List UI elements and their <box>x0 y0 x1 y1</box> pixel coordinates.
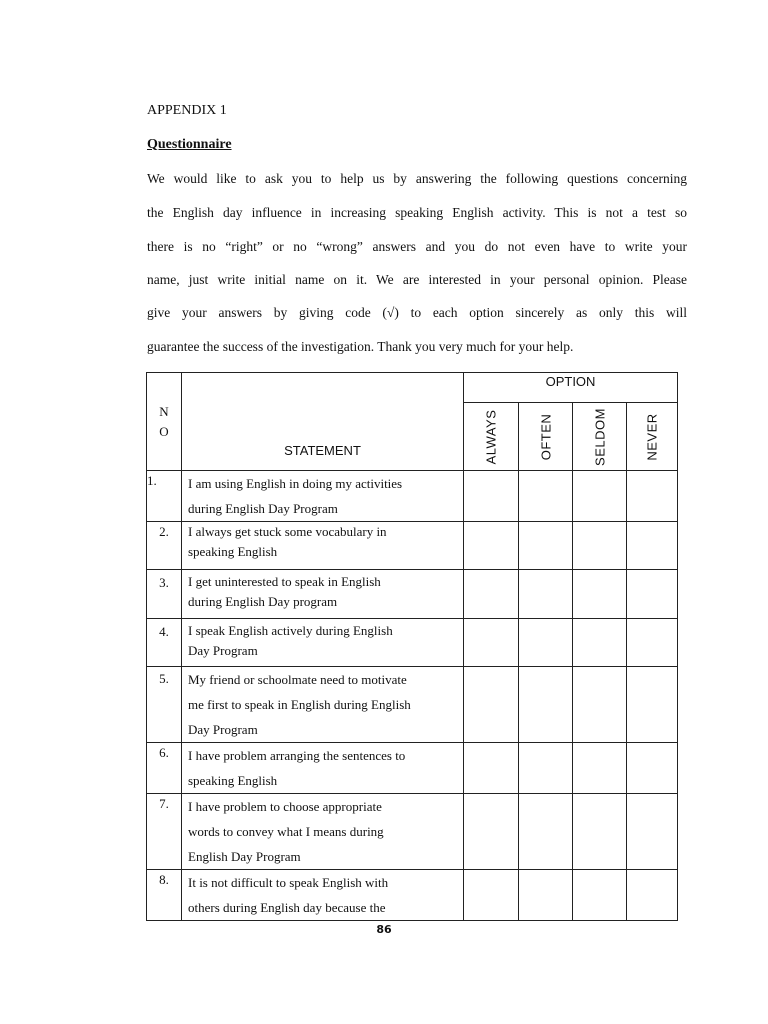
answer-never-cell[interactable] <box>627 471 678 522</box>
option-always-label: ALWAYS <box>483 409 499 464</box>
answer-often-cell[interactable] <box>519 794 573 870</box>
answer-often-cell[interactable] <box>519 522 573 570</box>
statement-line: speaking English <box>188 544 278 559</box>
option-header: OPTION <box>464 373 678 403</box>
intro-line-4: name, just write initial name on it. We are interested in your personal opinion. Please <box>147 272 687 287</box>
statement-line: I have problem arranging the sentences to <box>188 748 406 763</box>
answer-never-cell[interactable] <box>627 667 678 743</box>
row-number: 8. <box>147 870 182 921</box>
answer-seldom-cell[interactable] <box>573 870 627 921</box>
questionnaire-table <box>146 372 678 921</box>
statement-line: I have problem to choose appropriate <box>188 799 382 814</box>
row-statement <box>182 570 464 619</box>
answer-always-cell[interactable] <box>464 522 519 570</box>
answer-never-cell[interactable] <box>627 522 678 570</box>
answer-seldom-cell[interactable] <box>573 570 627 619</box>
row-number: 4. <box>147 619 182 667</box>
answer-always-cell[interactable] <box>464 794 519 870</box>
row-number: 3. <box>147 570 182 619</box>
statement-line: Day Program <box>188 643 258 658</box>
option-seldom-header <box>573 403 627 471</box>
table-row <box>147 471 678 522</box>
statement-line: I get uninterested to speak in English <box>188 574 381 589</box>
row-number: 7. <box>147 794 182 870</box>
option-always-header <box>464 403 519 471</box>
row-number: 2. <box>147 522 182 570</box>
intro-line-2: the English day influence in increasing speaking English activity. This is not a test so <box>147 205 687 220</box>
statement-line: It is not difficult to speak English with <box>188 875 389 890</box>
statement-column-header: STATEMENT <box>182 373 464 471</box>
answer-often-cell[interactable] <box>519 870 573 921</box>
answer-always-cell[interactable] <box>464 667 519 743</box>
table-row <box>147 743 678 794</box>
option-often-header <box>519 403 573 471</box>
table-row <box>147 870 678 921</box>
answer-never-cell[interactable] <box>627 870 678 921</box>
answer-often-cell[interactable] <box>519 743 573 794</box>
answer-seldom-cell[interactable] <box>573 522 627 570</box>
answer-seldom-cell[interactable] <box>573 619 627 667</box>
table-row <box>147 619 678 667</box>
table-row <box>147 570 678 619</box>
statement-line: during English Day Program <box>188 501 338 516</box>
answer-never-cell[interactable] <box>627 570 678 619</box>
statement-line: I speak English actively during English <box>188 623 393 638</box>
answer-always-cell[interactable] <box>464 743 519 794</box>
intro-line-5: give your answers by giving code (√) to each option sincerely as only this will <box>147 305 687 320</box>
statement-line: during English Day program <box>188 594 338 609</box>
table-row <box>147 522 678 570</box>
row-statement <box>182 667 464 743</box>
answer-often-cell[interactable] <box>519 667 573 743</box>
no-header-o: O <box>159 423 169 439</box>
row-statement <box>182 619 464 667</box>
statement-line: words to convey what I means during <box>188 824 384 839</box>
answer-seldom-cell[interactable] <box>573 743 627 794</box>
row-statement <box>182 743 464 794</box>
answer-seldom-cell[interactable] <box>573 667 627 743</box>
statement-line: speaking English <box>188 773 278 788</box>
row-number: 6. <box>147 743 182 794</box>
answer-often-cell[interactable] <box>519 619 573 667</box>
option-often-label: OFTEN <box>538 413 553 460</box>
statement-line: My friend or schoolmate need to motivate <box>188 672 407 687</box>
no-header-n: N <box>159 403 169 419</box>
answer-always-cell[interactable] <box>464 619 519 667</box>
answer-seldom-cell[interactable] <box>573 794 627 870</box>
appendix-title: APPENDIX 1 <box>147 103 227 118</box>
answer-always-cell[interactable] <box>464 870 519 921</box>
row-statement <box>182 794 464 870</box>
answer-often-cell[interactable] <box>519 471 573 522</box>
questionnaire-subtitle: Questionnaire <box>147 137 232 152</box>
statement-line: others during English day because the <box>188 900 386 915</box>
answer-often-cell[interactable] <box>519 570 573 619</box>
answer-always-cell[interactable] <box>464 471 519 522</box>
statement-line: I am using English in doing my activities <box>188 476 403 491</box>
option-seldom-label: SELDOM <box>592 407 607 466</box>
option-never-header <box>627 403 678 471</box>
option-never-label: NEVER <box>644 412 660 461</box>
row-statement <box>182 870 464 921</box>
answer-seldom-cell[interactable] <box>573 471 627 522</box>
row-statement <box>182 471 464 522</box>
row-statement <box>182 522 464 570</box>
statement-line: English Day Program <box>188 849 301 864</box>
row-number: 5. <box>147 667 182 743</box>
row-number: 1. <box>147 471 182 522</box>
answer-never-cell[interactable] <box>627 743 678 794</box>
page-number: 86 <box>376 923 392 936</box>
table-row <box>147 667 678 743</box>
answer-never-cell[interactable] <box>627 794 678 870</box>
answer-never-cell[interactable] <box>627 619 678 667</box>
intro-line-6: guarantee the success of the investigation. Thank you very much for your help. <box>147 339 574 354</box>
statement-line: I always get stuck some vocabulary in <box>188 524 387 539</box>
no-column-header <box>147 373 182 471</box>
intro-line-1: We would like to ask you to help us by answering the following questions concerning <box>147 171 687 186</box>
statement-line: Day Program <box>188 722 258 737</box>
answer-always-cell[interactable] <box>464 570 519 619</box>
intro-line-3: there is no “right” or no “wrong” answers and you do not even have to write your <box>147 239 687 254</box>
table-row <box>147 794 678 870</box>
statement-line: me first to speak in English during English <box>188 697 411 712</box>
